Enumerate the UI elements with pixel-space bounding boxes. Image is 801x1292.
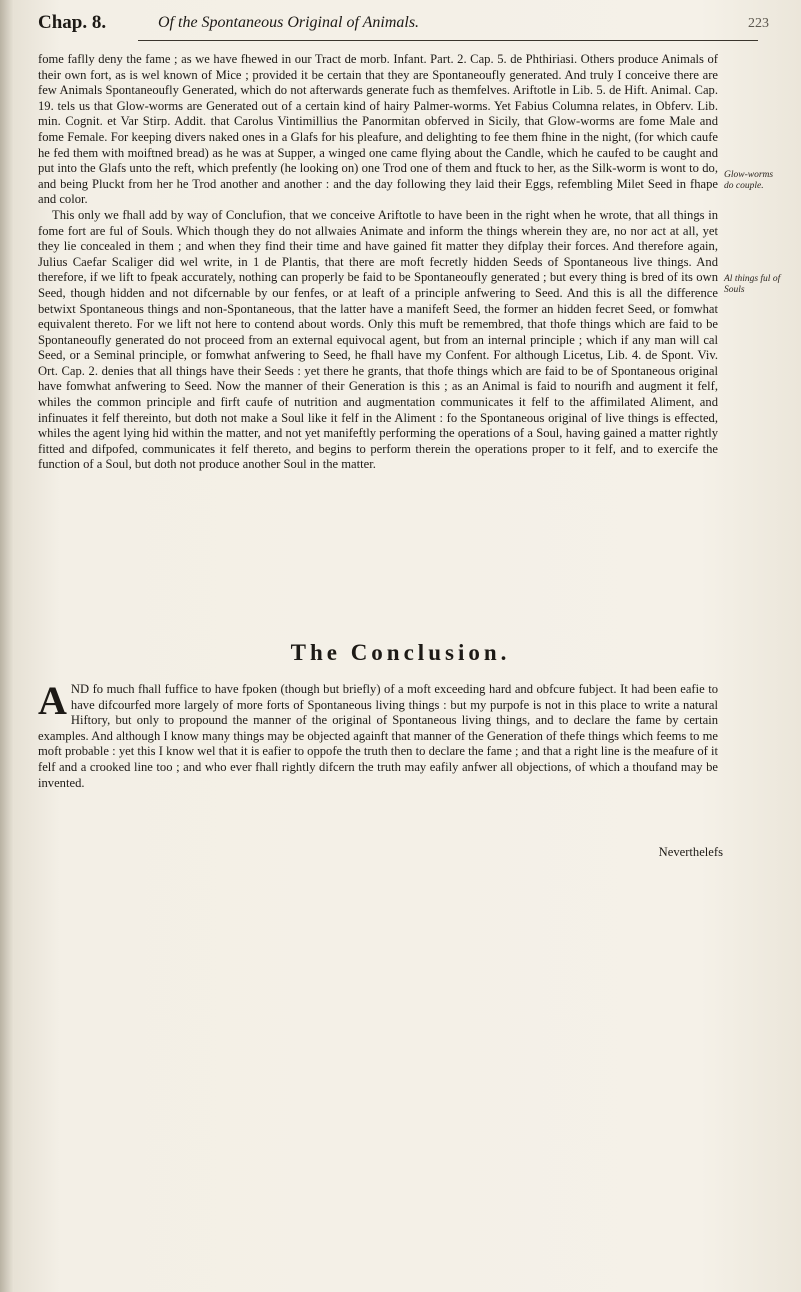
page-header — [38, 12, 773, 42]
conclusion-heading: The Conclusion. — [290, 640, 511, 665]
margin-note-souls: Al things ful of Souls — [724, 274, 781, 295]
page-number: 223 — [748, 16, 769, 31]
paragraph-conclusion-souls: This only we fhall add by way of Conclufion, that we conceive Ariftotle to have been in the right when he wrote, that all things in fome fort are ful of Souls. Which though they do not allwaies Animate and inform the things wherein they are, no nor act at all, yet they lie concealed in them ; and when they find their time and have gained fit matter they difplay their forces. And therefore again, Julius Caefar Scaliger did wel write, in 1 de Plantis, that there are moft fecretly hidden Seeds of Spontaneous live things. And therefore, if we lift to fpeak accurately, nothing can properly be faid to be Spontaneoufly generated ; but every thing is bred of its own Seed, though hidden and not difcernable by our fenfes, or at leaft of a principle anfwering to Seed. And this is all the difference betwixt Spontaneous things and non-Spontaneous, that the latter have a manifeft Seed, the former an hidden fecret Seed, or fomwhat equivalent thereto. For we lift not here to contend about words. Only this muft be remembred, that thofe things which are faid to be Spontaneoufly generated do not proceed from an external equivocal agent, but from an internal principle ; which if any man will cal Seed, or a Seminal principle, or fomwhat anfwering to Seed, he fhall have my Confent. For although Licetus, Lib. 4. de Spont. Viv. Ort. Cap. 2. denies that all things have their Seeds : yet there he grants, that thofe things which are faid to be of Spontaneous original have fomwhat anfwering to Seed. Now the manner of their Generation is this ; as an Animal is faid to nourifh and augment it felf, whiles the common principle and firft caufe of nutrition and augmentation communicates it felf to the affimilated Aliment, and infinuates it felf thereinto, but doth not make a Soul like it felf in the Aliment : fo the Spontaneous original of live things is effected, whiles the agent lying hid within the matter, and not yet manifeftly performing the operations of a Soul, having gained a matter rightly fitted and difpofed, communicates it felf thereto, and begins to perform therein the operations proper to it felf, and to exercife the function of a Soul, but doth not produce another Soul in the matter. — [38, 207, 718, 472]
drop-cap: A — [38, 678, 67, 723]
chapter-label: Chap. 8. — [38, 12, 107, 33]
margin-note-glow-worms: Glow-worms do couple. — [724, 170, 774, 191]
catchword: Neverthelefs — [658, 845, 723, 859]
main-text — [38, 52, 718, 473]
paragraph-glow-worms: fome faflly deny the fame ; as we have fhewed in our Tract de morb. Infant. Part. 2. Cap. 5. de Phthiriasi. Others produce Animals of their own fort, as is wel known of Mice ; provided it be certain that they are Spontaneoufly generated. And truly I conceive there are few Animals Spontaneoufly Generated, which do not afterwards generate fuch as themfelves. Ariftotle in Lib. 5. de Hift. Animal. Cap. 19. tels us that Glow-worms are Generated out of a certain kind of hairy Palmer-worms. Yet Fabius Columna relates, in Obferv. Lib. min. Cognit. et Var Stirp. Addit. that Carolus Vintimillius the Panormitan obferved in Sicily, that Glow-worms are fome Male and fome Female. For keeping divers naked ones in a Glafs for his pleafure, and delighting to fee them fhine in the night, (for which caufe he fed them with moiftned bread) as he was at Supper, a winged one came flying about the Candle, which he caufed to be caught and put into the Glafs unto the reft, which prefently (he looking on) one Trod one of them and ftuck to her, as the Silk-worm is wont to do, and being Pluckt from her he Trod another and another : and the day following they laid their Eggs, refembling Milet Seed in fhape and color. — [38, 52, 718, 207]
running-title: Of the Spontaneous Original of Animals. — [158, 14, 420, 31]
conclusion-text: ND fo much fhall fuffice to have fpoken (though but briefly) of a moft exceeding hard and obfcure fubject. It had been eafie to have difcourfed more largely of more forts of Spontaneous living things : but my purpofe is not in this place to write a natural Hiftory, but only to propound the manner of the original of Spontaneous living things, and to declare the fame by certain examples. And although I know many things may be objected againft that manner of the Generation of thefe things which feems to me moft probable : yet this I know wel that it is eafier to oppofe the truth then to declare the fame ; and that a right line is the meafure of it felf and a crooked line too ; and who ever fhall rightly difcern the truth may eafily anfwer all objections, of which a thoufand may be invented. — [38, 682, 718, 790]
conclusion-section — [38, 678, 718, 791]
header-rule — [138, 40, 758, 41]
